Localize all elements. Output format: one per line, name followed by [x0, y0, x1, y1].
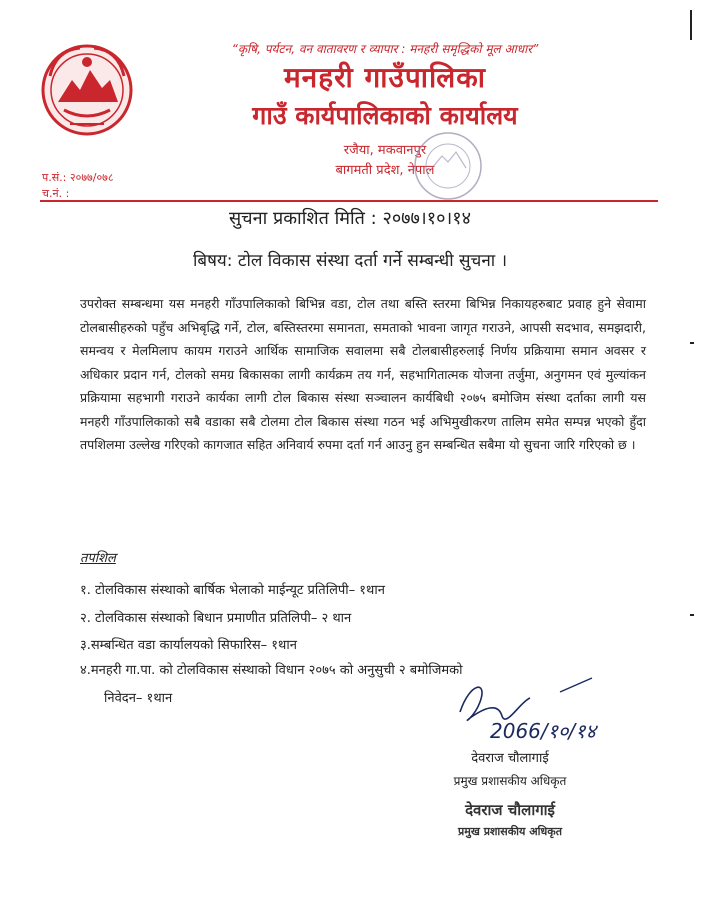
list-item: १. टोलविकास संस्थाको बार्षिक भेलाको माईन्यूट प्रतिलिपी– १थान — [80, 583, 385, 598]
signatory-designation: प्रमुख प्रशासकीय अधिकृत — [453, 774, 567, 788]
list-item: ४.मनहरी गा.पा. को टोलविकास संस्थाको विधान २०७५ को अनुसुची २ बमोजिमको — [80, 663, 463, 678]
stamp-name: देवराज चौलागाई — [465, 801, 555, 819]
signatory-name: देवराज चौलागाई — [471, 751, 549, 766]
reference-number: प.सं.: २०७७/०७८ — [42, 171, 114, 184]
stamp-designation: प्रमुख प्रशासकीय अधिकृत — [458, 825, 562, 838]
list-item-continued: निवेदन– १थान — [104, 691, 173, 706]
dispatch-number: च.नं. : — [42, 187, 70, 200]
org-name: मनहरी गाउँपालिका — [283, 61, 487, 94]
notice-body: उपरोक्त सम्बन्धमा यस मनहरी गाँउपालिकाको बिभिन्न वडा, टोल तथा बस्ति स्तरमा बिभिन्न निकायहरुबाट प्रवाह हुने सेवामा टोलबासीहरुको पहुँच अभिबृद्धि गर्ने, टोल, बस्तिस्तरमा समानता, समताको भावना जागृत गराउने, आपसी सदभाव, समझदारी, समन्वय र मेलमिलाप कायम गराउने आर्थिक सामाजिक सवालमा सबै टोलबासीहरुलाई निर्णय प्रक्रियामा समान अवसर र अधिकार प्रदान गर्न, टोलको समग्र बिकासका लागी कार्यक्रम तय गर्न, सहभागितात्मक योजना तर्जुमा, अनुगमन एवं मुल्यांकन प्रक्रियामा सहभागी गराउने कार्यका लागी टोल बिकास संस्था सञ्चालन कार्यबिधी २०७५ बमोजिम संस्था दर्ताका लागी यस मनहरी गाँउपालिकाको सबै वडाका सबै टोलमा टोल बिकास संस्था गठन भई अभिमुखीकरण तालिम समेत सम्पन्न भएको हुँदा तपशिलमा उल्लेख गरिएको कागजात सहित अनिवार्य रुपमा दर्ता गर्न आउनु हुन सम्बन्धित सबैमा यो सुचना जारि गरिएको छ । — [80, 296, 646, 452]
list-item: २. टोलविकास संस्थाको बिधान प्रमाणीत प्रतिलिपी– २ थान — [80, 611, 352, 626]
signature-date: 2066/१०/१४ — [490, 719, 596, 743]
signature-icon — [440, 672, 620, 750]
edge-mark — [690, 342, 694, 344]
office-stamp-icon — [410, 128, 486, 204]
edge-mark — [690, 10, 692, 40]
published-date: सुचना प्रकाशित मिति : २०७७।१०।१४ — [229, 208, 471, 229]
address-line-1: रजैया, मकवानपुर — [343, 143, 427, 158]
details-title: तपशिल — [80, 551, 116, 566]
nepal-emblem-icon — [40, 40, 134, 138]
edge-mark — [690, 614, 694, 616]
notice-subject: बिषय: टोल विकास संस्था दर्ता गर्ने सम्बन्धी सुचना । — [192, 251, 508, 271]
address-line-2: बागमती प्रदेश, नेपाल — [335, 163, 435, 178]
office-name: गाउँ कार्यपालिकाको कार्यालय — [252, 101, 518, 130]
list-item: ३.सम्बन्धित वडा कार्यालयको सिफारिस– १थान — [80, 638, 297, 653]
motto: “कृषि, पर्यटन, वन वातावरण र व्यापार : मनहरी समृद्धिको मूल आधार” — [231, 42, 539, 56]
header-divider — [40, 200, 658, 202]
